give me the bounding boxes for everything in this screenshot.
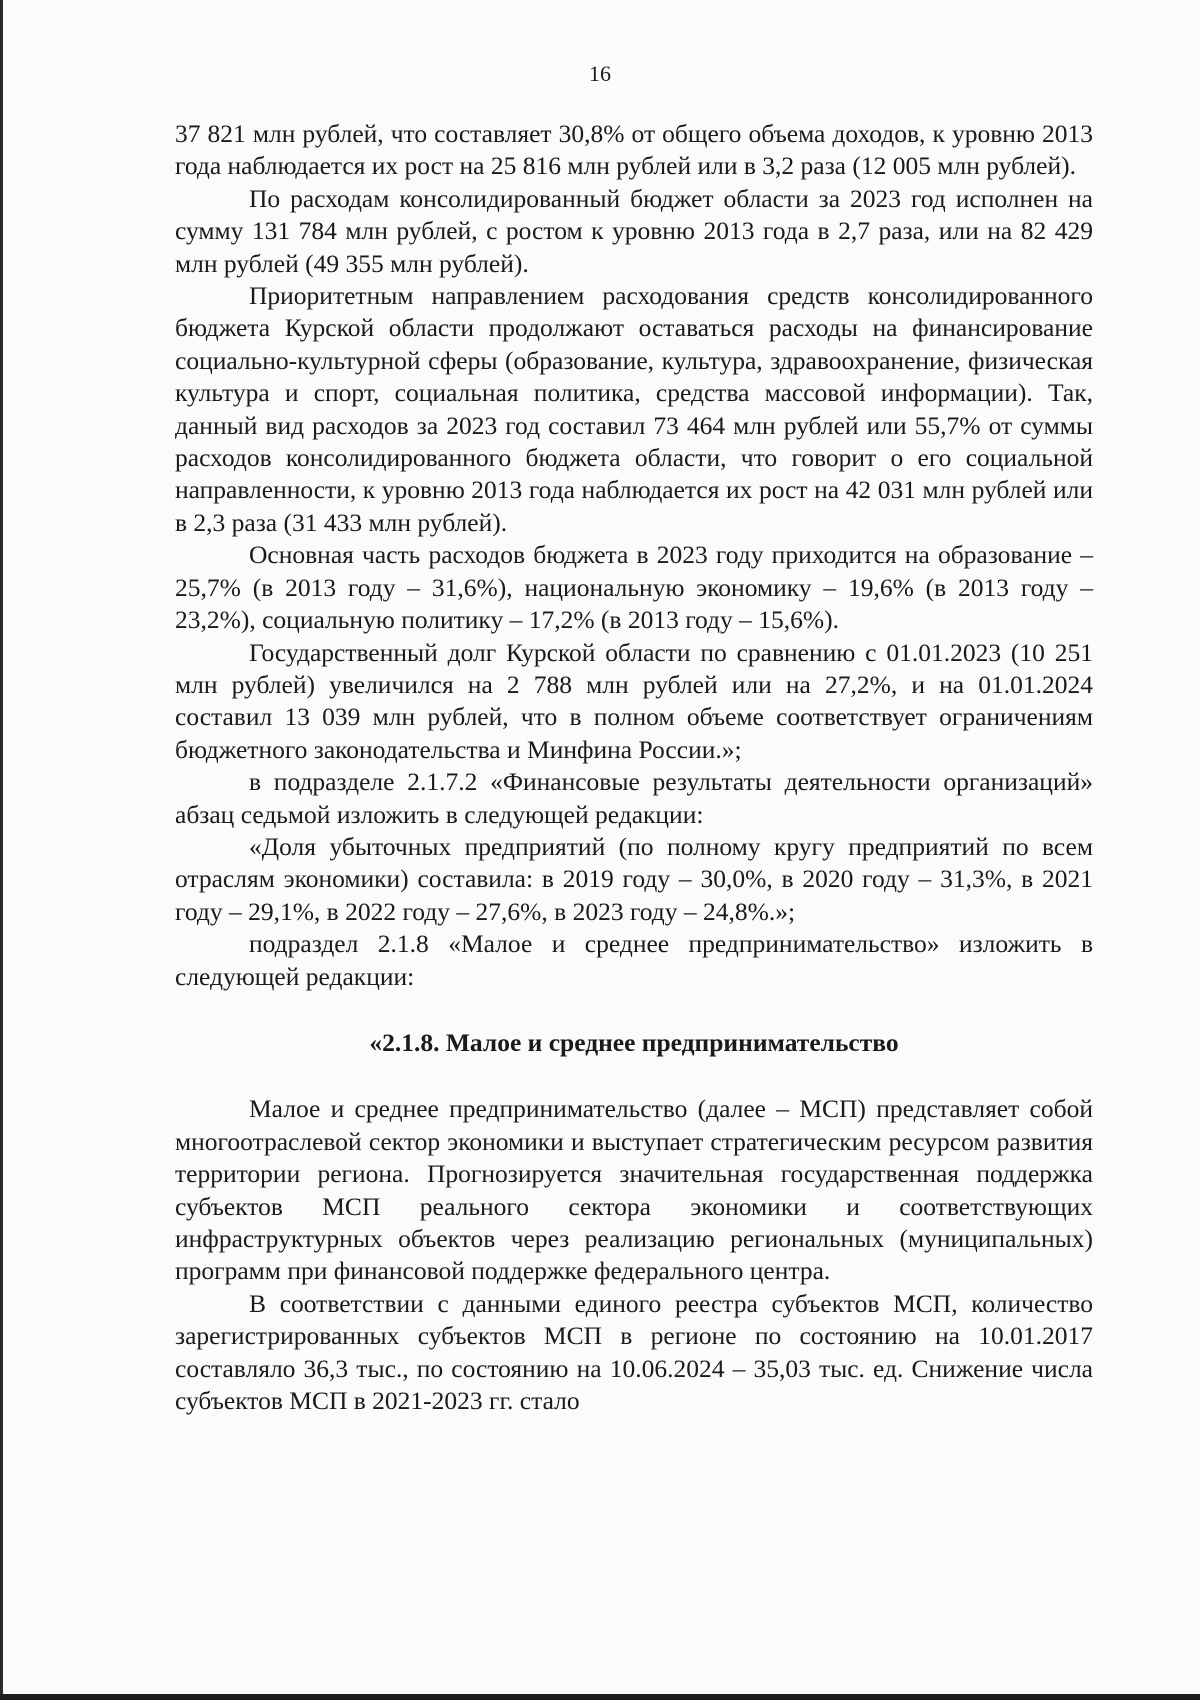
- document-body: [175, 118, 1093, 1417]
- scan-left-edge: [0, 0, 3, 1700]
- paragraph: По расходам консолидированный бюджет области за 2023 год исполнен на сумму 131 784 млн рублей, с ростом к уровню 2013 года в 2,7 раза, или на 82 429 млн рублей (49 355 млн рублей).: [175, 183, 1093, 278]
- paragraph: Государственный долг Курской области по сравнению с 01.01.2023 (10 251 млн рублей) увеличился на 2 788 млн рублей или на 27,2%, и на 01.01.2024 составил 13 039 млн рублей, что в полном объеме соответствует ограничениям бюджетного законодательства и Минфина России.»;: [175, 637, 1093, 764]
- paragraph: 37 821 млн рублей, что составляет 30,8% от общего объема доходов, к уровню 2013 года наблюдается их рост на 25 816 млн рублей или в 3,2 раза (12 005 млн рублей).: [175, 119, 1093, 181]
- section-heading: «2.1.8. Малое и среднее предпринимательство: [369, 1027, 899, 1057]
- paragraph: В соответствии с данными единого реестра субъектов МСП, количество зарегистрированных субъектов МСП в регионе по состоянию на 10.01.2017 составляло 36,3 тыс., по состоянию на 10.06.2024 – 35,03 тыс. ед. Снижение числа субъектов МСП в 2021-2023 гг. стало: [175, 1288, 1093, 1416]
- paragraph: подраздел 2.1.8 «Малое и среднее предпринимательство» изложить в следующей редакции:: [175, 929, 1093, 991]
- paragraph: Малое и среднее предпринимательство (далее – МСП) представляет собой многоотраслевой сектор экономики и выступает стратегическим ресурсом развития территории региона. Прогнозируется значительная государственная поддержка субъектов МСП реального сектора экономики и соответствующих инфраструктурных объектов через реализацию региональных (муниципальных) программ при финансовой поддержке федерального центра.: [175, 1094, 1093, 1286]
- scan-bottom-edge: [0, 1694, 1200, 1700]
- page-number: 16: [589, 61, 611, 86]
- paragraph: Приоритетным направлением расходования средств консолидированного бюджета Курской области продолжают оставаться расходы на финансирование социально-культурной сферы (образование, культура, здравоохранение, физическая культура и спорт, социальная политика, средства массовой информации). Так, данный вид расходов за 2023 год составил 73 464 млн рублей или 55,7% от суммы расходов консолидированного бюджета области, что говорит о его социальной направленности, к уровню 2013 года наблюдается их рост на 42 031 млн рублей или в 2,3 раза (31 433 млн рублей).: [175, 281, 1093, 537]
- paragraph: «Доля убыточных предприятий (по полному кругу предприятий по всем отраслям экономики) составила: в 2019 году – 30,0%, в 2020 году – 31,3%, в 2021 году – 29,1%, в 2022 году – 27,6%, в 2023 году – 24,8%.»;: [175, 831, 1093, 926]
- paragraph: в подразделе 2.1.7.2 «Финансовые результаты деятельности организаций» абзац седьмой изложить в следующей редакции:: [175, 767, 1093, 829]
- paragraph: Основная часть расходов бюджета в 2023 году приходится на образование – 25,7% (в 2013 году – 31,6%), национальную экономику – 19,6% (в 2013 году – 23,2%), социальную политику – 17,2% (в 2013 году – 15,6%).: [175, 540, 1093, 635]
